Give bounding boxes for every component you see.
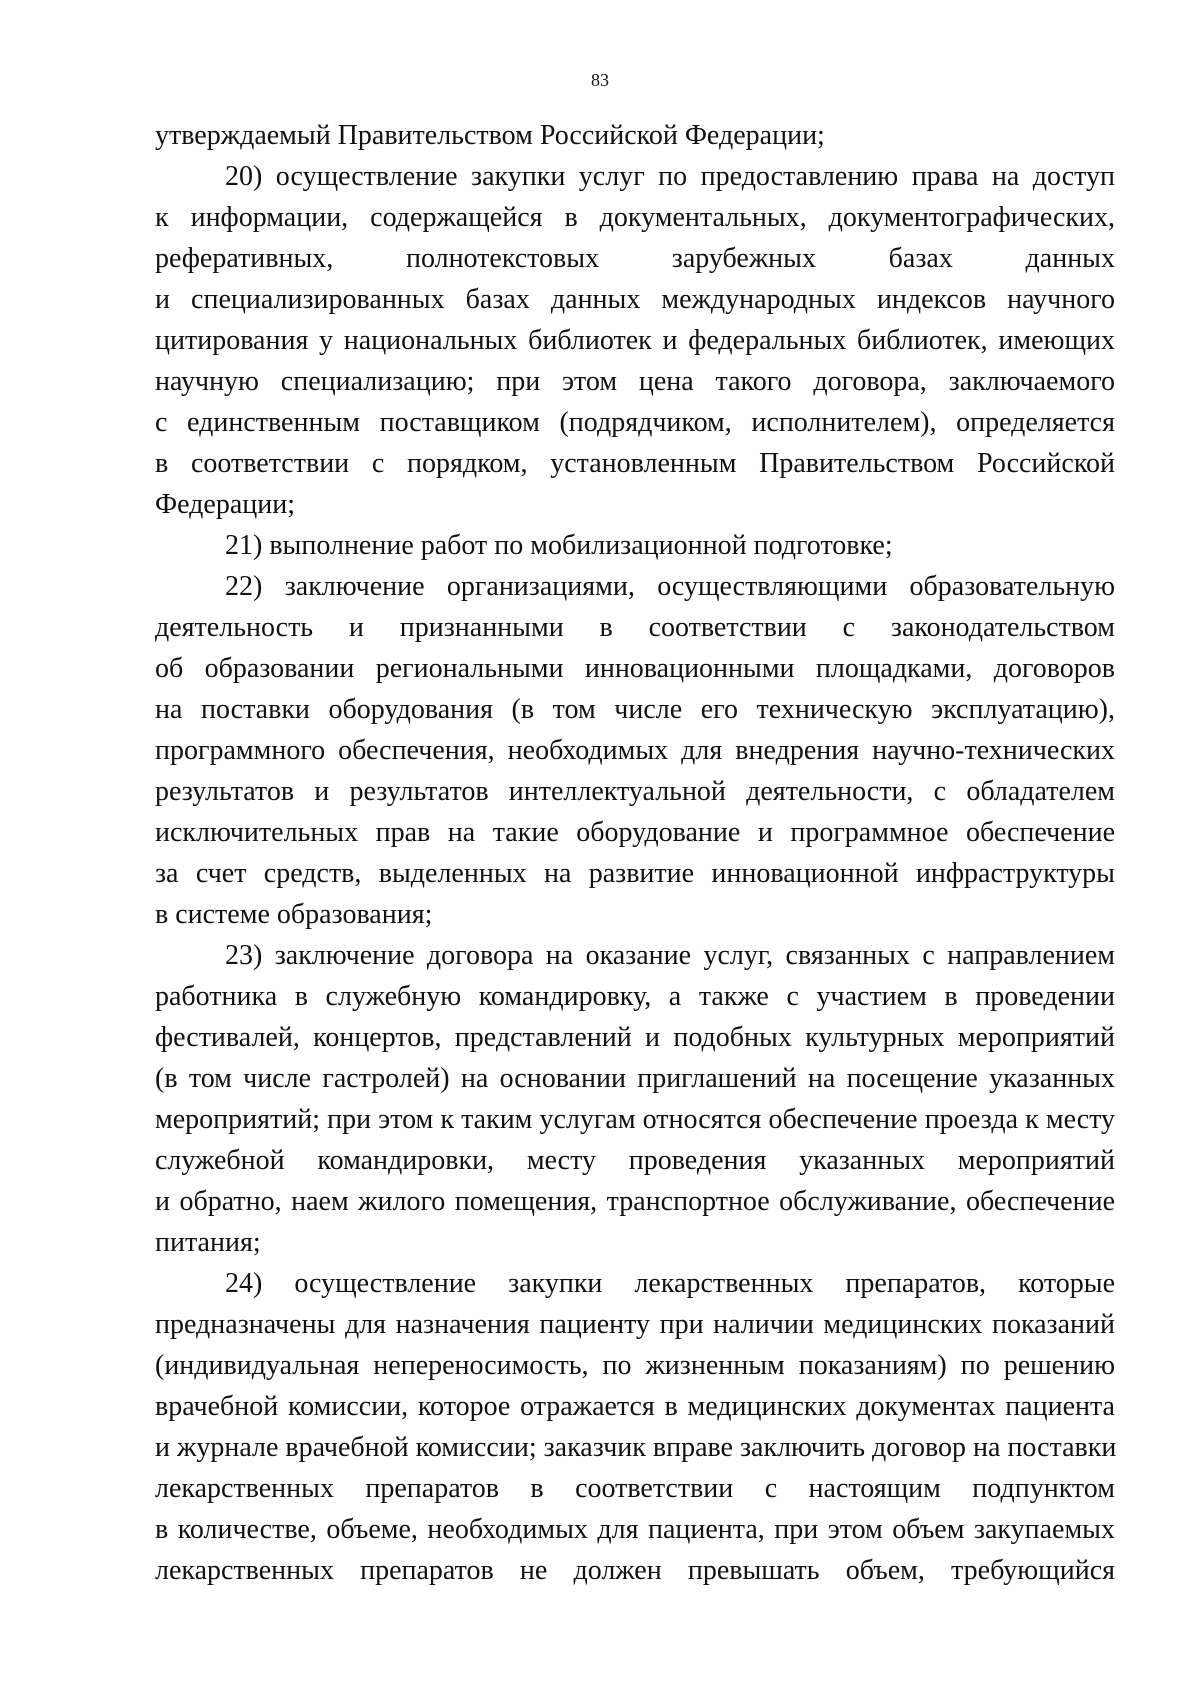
text-line: 24) осуществление закупки лекарственных препаратов, которые	[225, 1268, 1115, 1299]
text-line: в системе образования;	[155, 899, 433, 930]
text-line: 22) заключение организациями, осуществляющими образовательную	[225, 571, 1115, 602]
text-line: результатов и результатов интеллектуальной деятельности, с обладателем	[155, 776, 1115, 807]
text-line: с единственным поставщиком (подрядчиком, исполнителем), определяется	[155, 407, 1115, 438]
text-line: предназначены для назначения пациенту при наличии медицинских показаний	[155, 1309, 1115, 1340]
text-line: (индивидуальная непереносимость, по жизненным показаниям) по решению	[155, 1350, 1115, 1381]
text-line: фестивалей, концертов, представлений и подобных культурных мероприятий	[155, 1022, 1115, 1053]
text-line: лекарственных препаратов не должен превышать объем, требующийся	[155, 1555, 1115, 1586]
text-line: цитирования у национальных библиотек и федеральных библиотек, имеющих	[155, 325, 1115, 356]
text-line: программного обеспечения, необходимых для внедрения научно-технических	[155, 735, 1115, 766]
text-line: за счет средств, выделенных на развитие инновационной инфраструктуры	[155, 858, 1115, 889]
text-line: в количестве, объеме, необходимых для пациента, при этом объем закупаемых	[155, 1514, 1115, 1545]
text-line: мероприятий; при этом к таким услугам относятся обеспечение проезда к месту	[155, 1104, 1115, 1135]
text-line: к информации, содержащейся в документальных, документографических,	[155, 202, 1115, 233]
text-line: реферативных, полнотекстовых зарубежных базах данных	[155, 243, 1115, 274]
text-line: и журнале врачебной комиссии; заказчик вправе заключить договор на поставки	[155, 1432, 1117, 1463]
text-line: (в том числе гастролей) на основании приглашений на посещение указанных	[155, 1063, 1115, 1094]
page-number: 83	[591, 70, 609, 90]
text-line: лекарственных препаратов в соответствии с настоящим подпунктом	[155, 1473, 1115, 1504]
text-line: Федерации;	[155, 489, 296, 520]
text-line: и специализированных базах данных международных индексов научного	[155, 284, 1115, 315]
text-line: исключительных прав на такие оборудование и программное обеспечение	[155, 817, 1115, 848]
text-line: 20) осуществление закупки услуг по предоставлению права на доступ	[225, 161, 1115, 192]
text-line: 21) выполнение работ по мобилизационной подготовке;	[225, 530, 893, 561]
text-line: в соответствии с порядком, установленным Правительством Российской	[155, 448, 1115, 479]
text-line: врачебной комиссии, которое отражается в медицинских документах пациента	[155, 1391, 1115, 1422]
text-line: на поставки оборудования (в том числе его техническую эксплуатацию),	[155, 694, 1115, 725]
text-line: 23) заключение договора на оказание услуг, связанных с направлением	[225, 940, 1115, 971]
text-line: об образовании региональными инновационными площадками, договоров	[155, 653, 1115, 684]
text-line: и обратно, наем жилого помещения, транспортное обслуживание, обеспечение	[155, 1186, 1115, 1217]
document-body	[155, 115, 1115, 1591]
text-line: служебной командировки, месту проведения указанных мероприятий	[155, 1145, 1115, 1176]
text-line: работника в служебную командировку, а также с участием в проведении	[155, 981, 1115, 1012]
text-line: утверждаемый Правительством Российской Федерации;	[155, 120, 825, 151]
text-line: питания;	[155, 1227, 261, 1258]
text-line: научную специализацию; при этом цена такого договора, заключаемого	[155, 366, 1115, 397]
text-line: деятельность и признанными в соответствии с законодательством	[155, 612, 1115, 643]
